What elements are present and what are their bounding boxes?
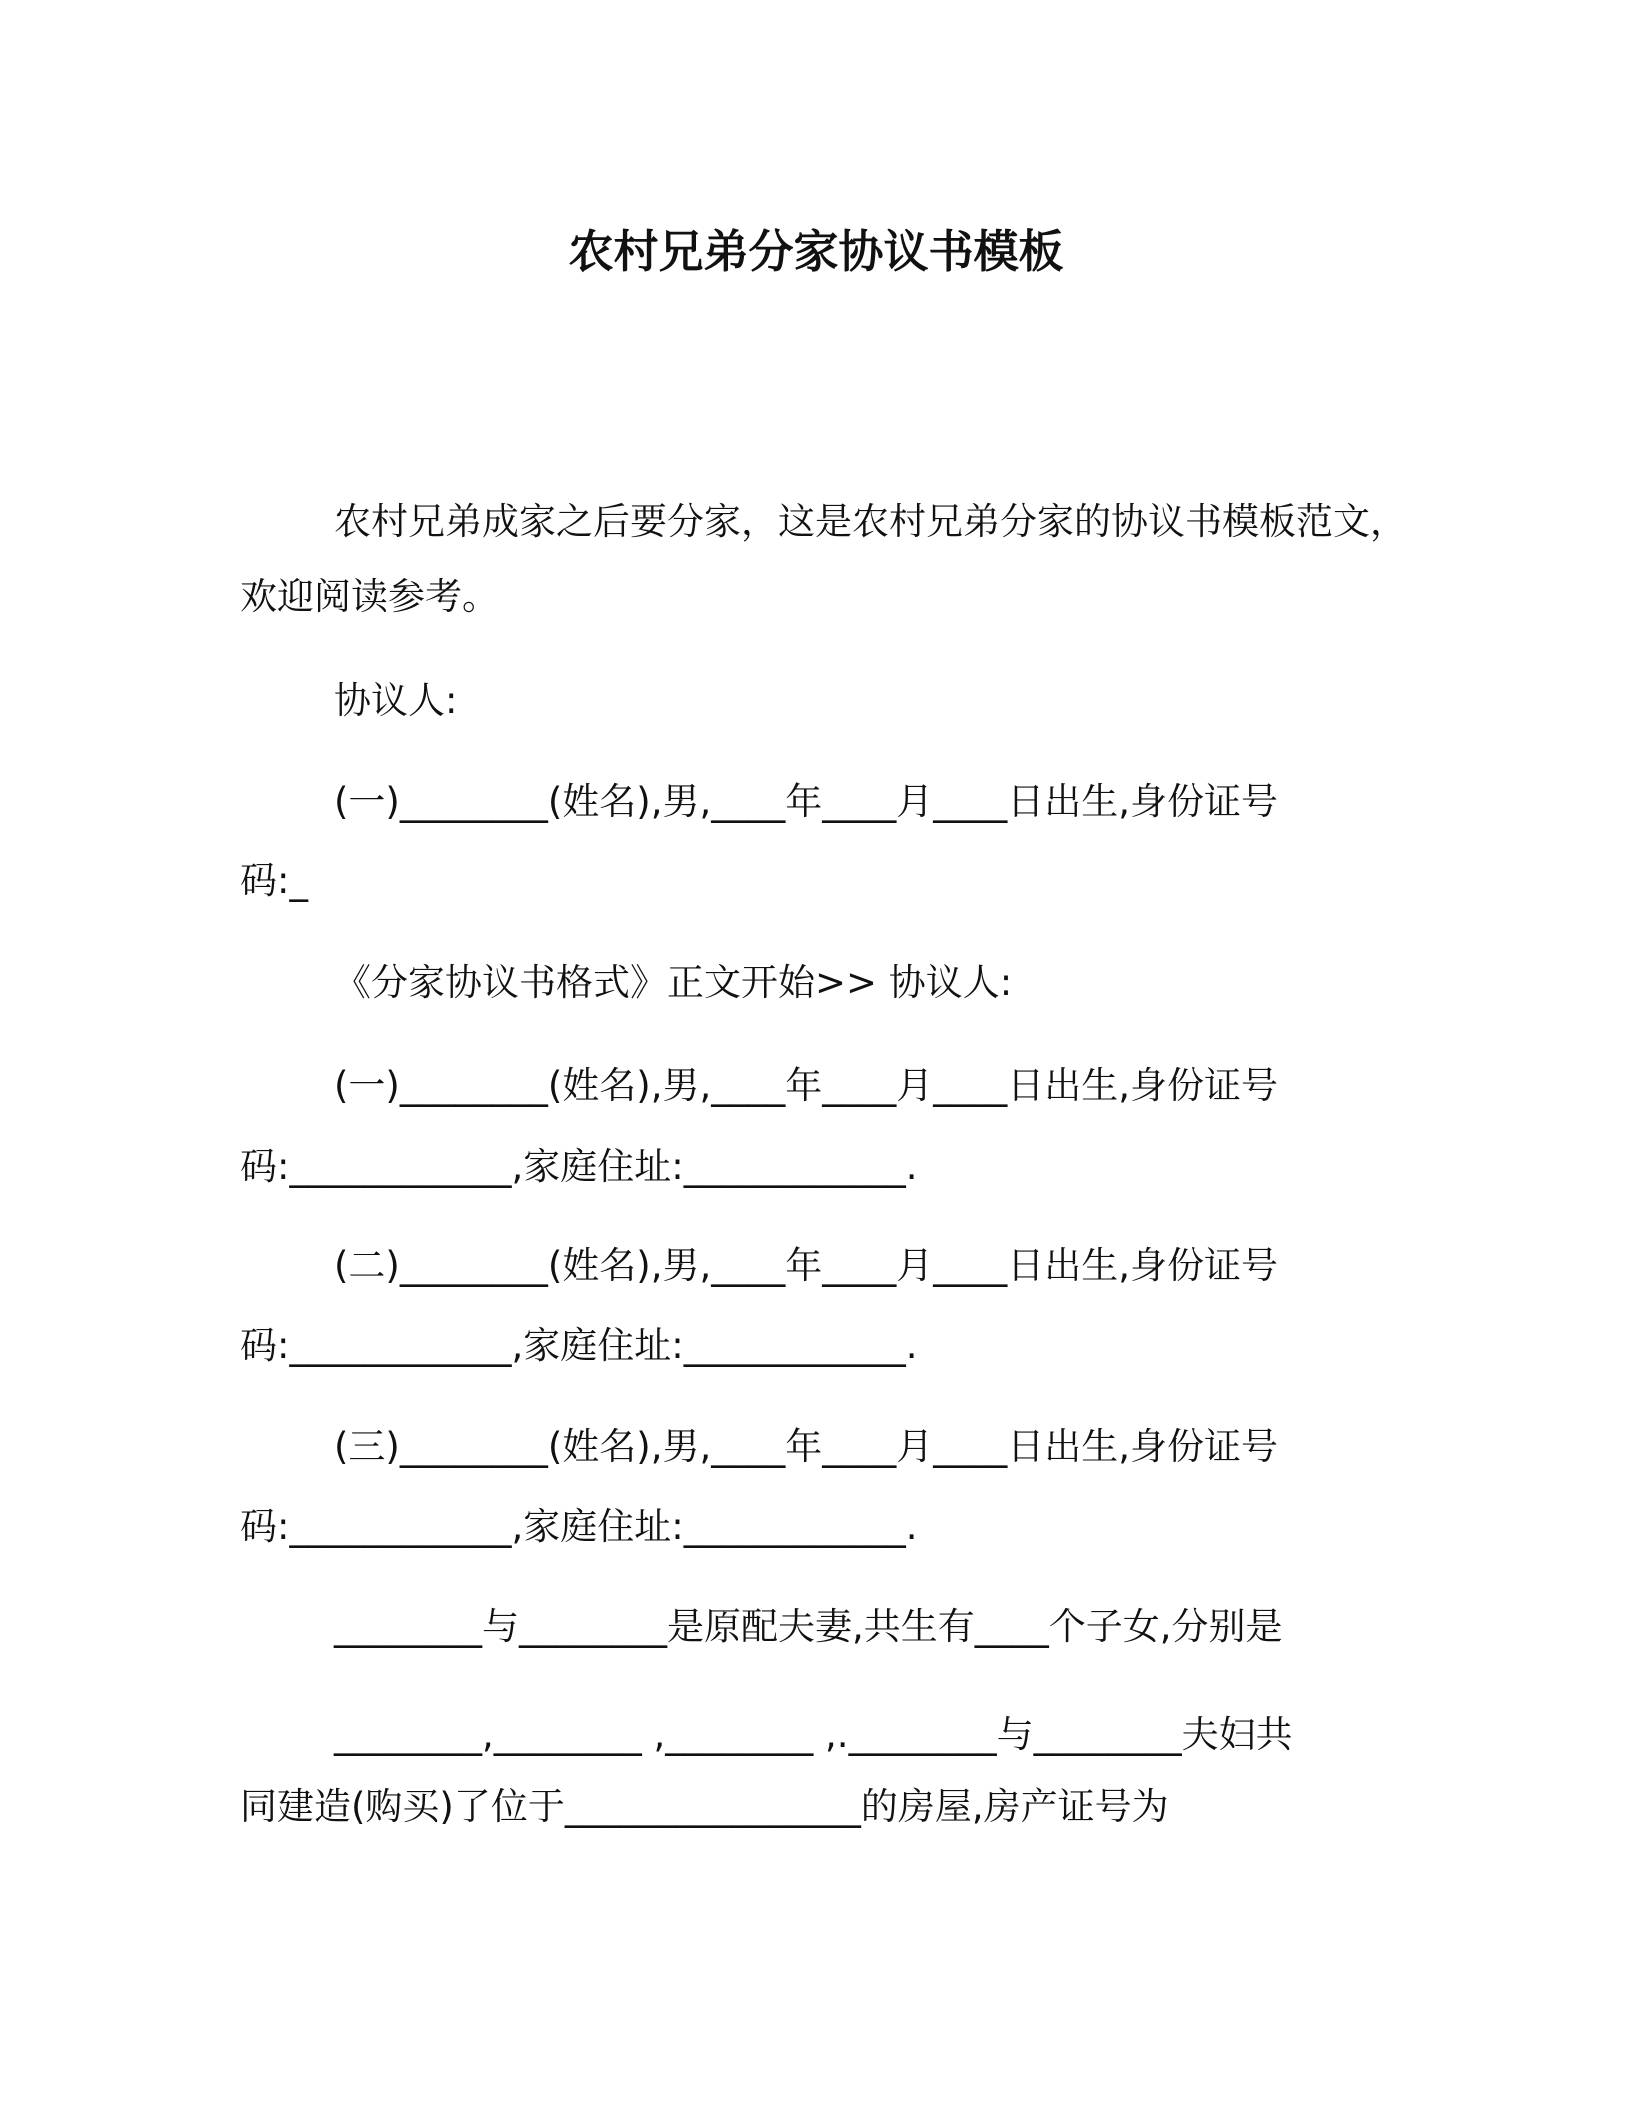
format-heading: 《分家协议书格式》正文开始>> 协议人: [334,961,1013,1004]
spouse-line: ________与________是原配夫妻,共生有____个子女,分别是 [334,1605,1283,1648]
intro-line-2: 欢迎阅读参考。 [240,575,499,618]
party-1-line-2: 码:_ [240,859,308,902]
party-c-line-2: 码:____________,家庭住址:____________. [240,1505,918,1548]
document-title: 农村兄弟分家协议书模板 [568,225,1064,278]
party-b-line-1: (二)________(姓名),男,____年____月____日出生,身份证号 [334,1244,1279,1287]
party-b-line-2: 码:____________,家庭住址:____________. [240,1324,918,1367]
intro-line-1: 农村兄弟成家之后要分家，这是农村兄弟分家的协议书模板范文， [334,500,1407,543]
party-1-line-1: (一)________(姓名),男,____年____月____日出生,身份证号 [334,780,1279,823]
children-line-2: 同建造(购买)了位于________________的房屋,房产证号为 [240,1785,1169,1828]
party-a-line-1: (一)________(姓名),男,____年____月____日出生,身份证号 [334,1064,1279,1107]
party-c-line-1: (三)________(姓名),男,____年____月____日出生,身份证号 [334,1425,1279,1468]
children-line-1: ________,________ ,________ ,.________与________夫妇共 [334,1713,1293,1756]
parties-label: 协议人: [334,679,458,722]
party-a-line-2: 码:____________,家庭住址:____________. [240,1145,918,1188]
